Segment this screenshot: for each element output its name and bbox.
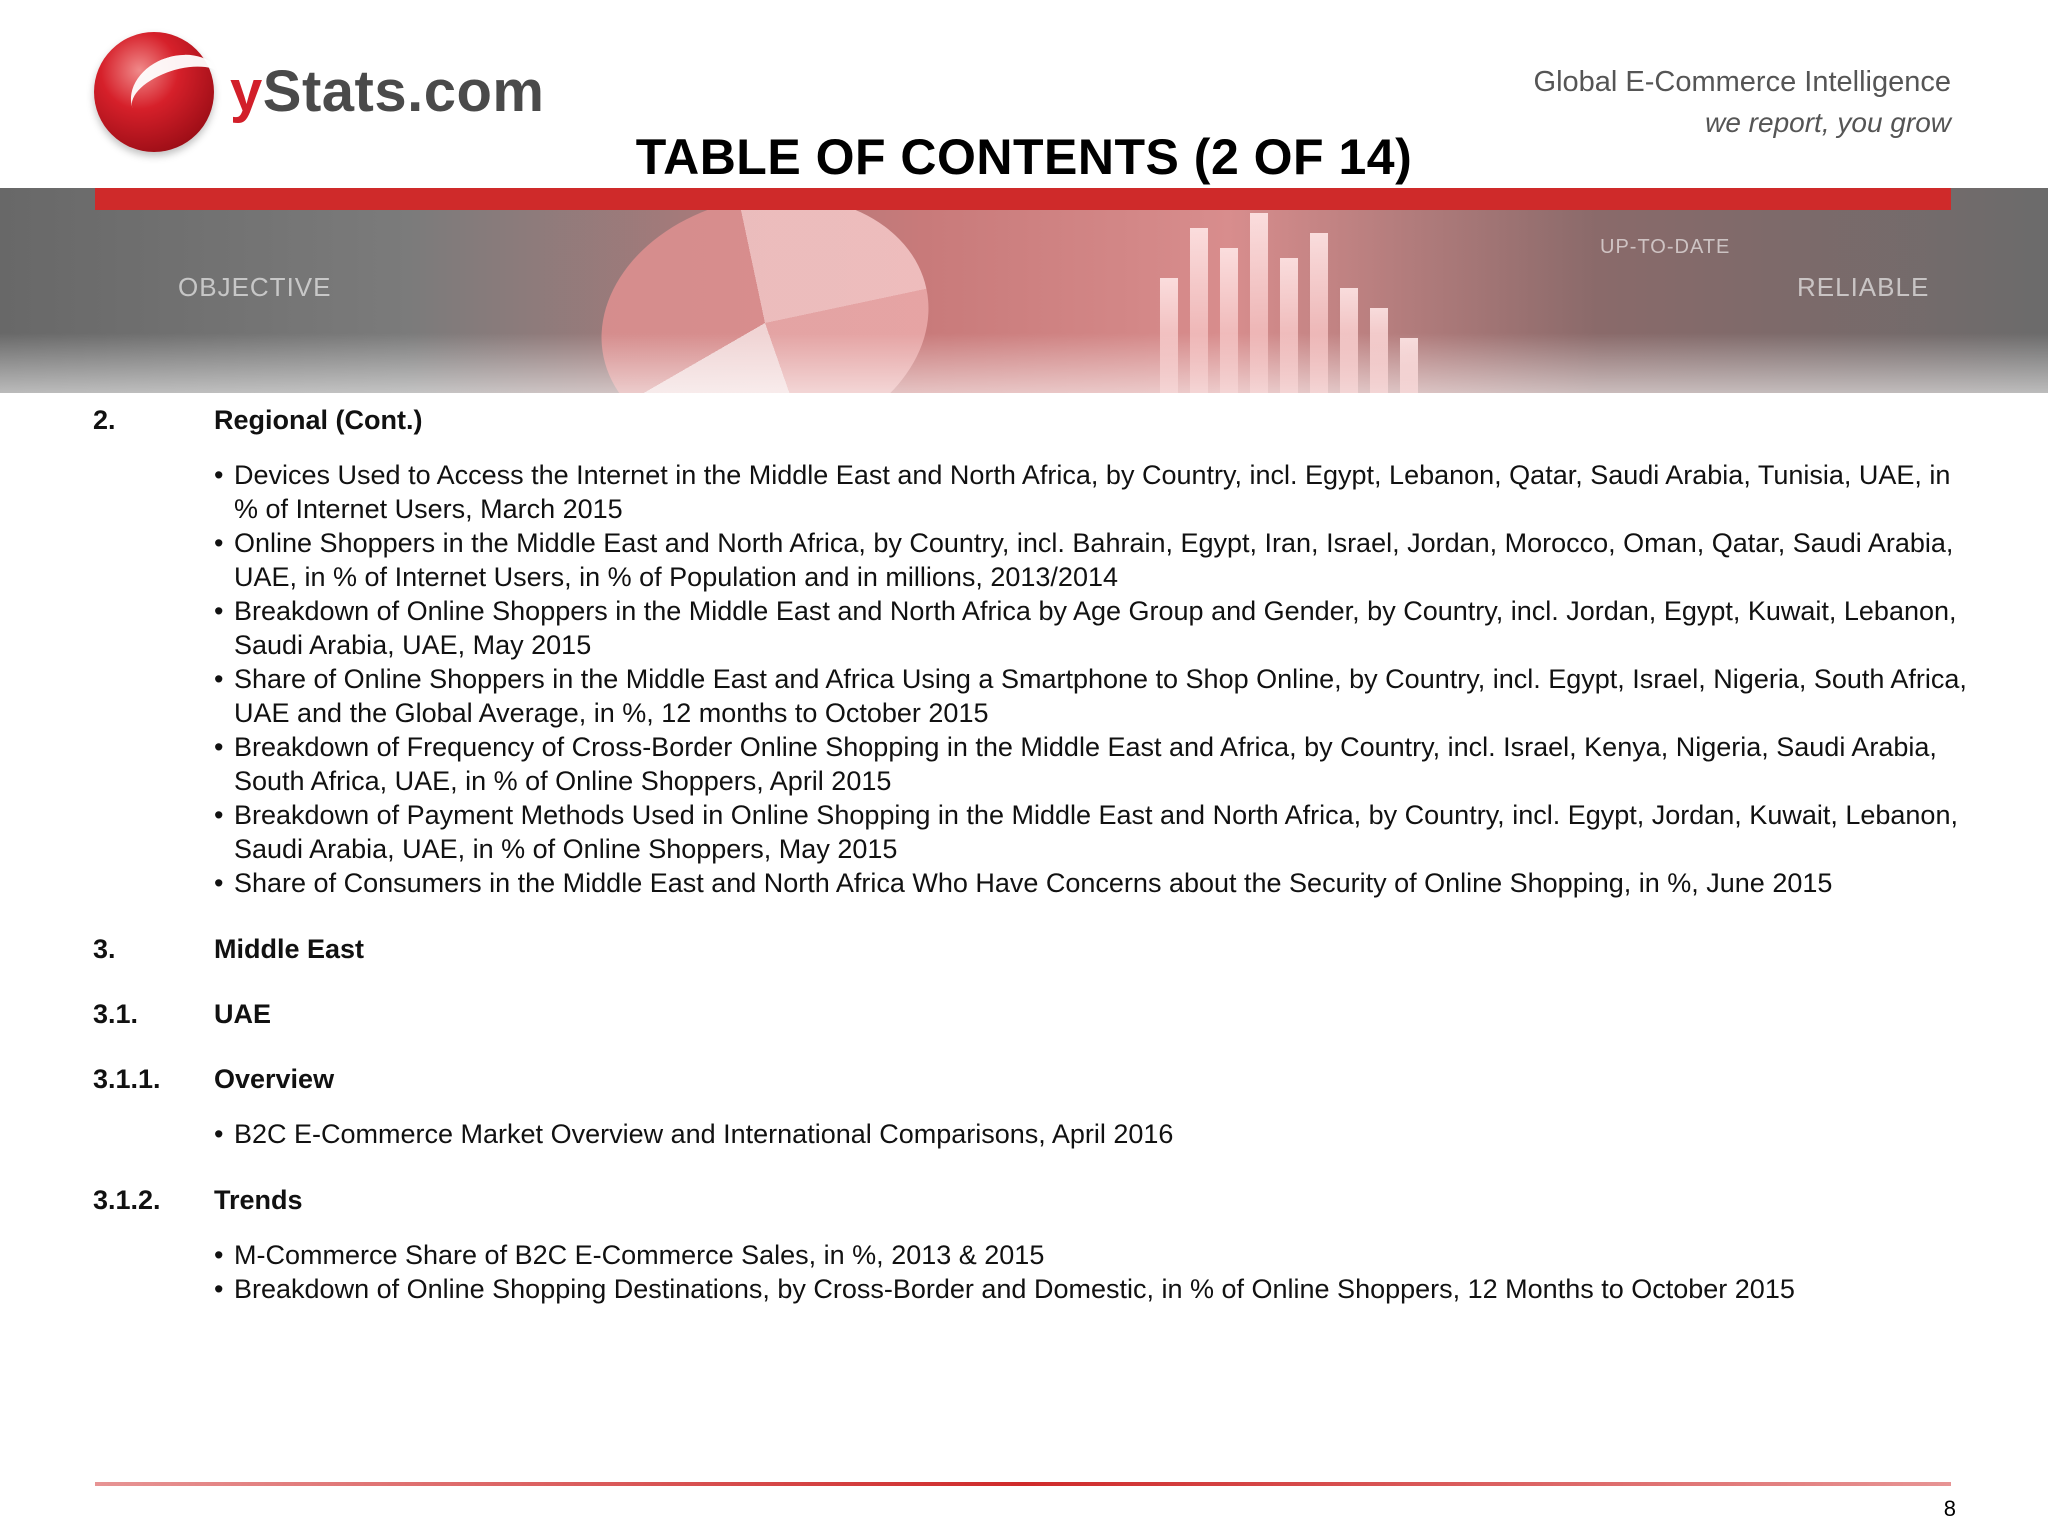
section-number: 3.1. [93,999,139,1029]
toc-section [93,405,1973,436]
list-item: • Share of Online Shoppers in the Middle East and Africa Using a Smartphone to Shop Online, by Country, incl. Egypt, Israel, Nigeria, South Africa, UAE and the Global Average, in %, 12 months to October 2015 [214,662,1973,730]
banner-word-up-to-date: UP-TO-DATE [1600,236,1731,258]
list-item: • Online Shoppers in the Middle East and North Africa, by Country, incl. Bahrain, Egypt, Iran, Israel, Jordan, Morocco, Oman, Qatar, Saudi Arabia, UAE, in % of Internet Users, in % of Population and in millions, 2013/2014 [214,526,1973,594]
page-title: TABLE OF CONTENTS (2 OF 14) [635,129,1413,185]
toc-section [93,1185,1973,1216]
section-title: Trends [214,1185,303,1215]
toc-section [93,934,1973,965]
list-item: • M-Commerce Share of B2C E-Commerce Sales, in %, 2013 & 2015 [214,1238,1973,1272]
list-item: • Breakdown of Online Shoppers in the Middle East and North Africa by Age Group and Gender, by Country, incl. Jordan, Egypt, Kuwait, Lebanon, Saudi Arabia, UAE, May 2015 [214,594,1973,662]
section-title: Regional (Cont.) [214,405,423,435]
section-number: 3. [93,934,116,964]
page-number: 8 [1943,1496,1956,1521]
section-title: Middle East [214,934,365,964]
list-item: • Breakdown of Payment Methods Used in Online Shopping in the Middle East and North Africa, by Country, incl. Egypt, Jordan, Kuwait, Lebanon, Saudi Arabia, UAE, in % of Online Shoppers, May 2015 [214,798,1973,866]
tagline-line1: Global E-Commerce Intelligence [1533,66,1951,98]
section-title: UAE [214,999,272,1029]
list-item: • Devices Used to Access the Internet in the Middle East and North Africa, by Country, incl. Egypt, Lebanon, Qatar, Saudi Arabia, Tunisia, UAE, in % of Internet Users, March 2015 [214,458,1973,526]
bullet-list [93,458,1973,900]
list-item: • Breakdown of Frequency of Cross-Border Online Shopping in the Middle East and Africa, by Country, incl. Israel, Kenya, Nigeria, Saudi Arabia, South Africa, UAE, in % of Online Shoppers, April 2015 [214,730,1973,798]
header-banner-image [0,188,2048,393]
section-title: Overview [214,1064,335,1094]
banner-word-objective: OBJECTIVE [178,272,332,302]
list-item: • Breakdown of Online Shopping Destinations, by Cross-Border and Domestic, in % of Online Shoppers, 12 Months to October 2015 [214,1272,1973,1306]
bullet-list [93,1117,1973,1151]
toc-section [93,999,1973,1030]
list-item: • Share of Consumers in the Middle East and North Africa Who Have Concerns about the Security of Online Shopping, in %, June 2015 [214,866,1973,900]
toc-content [93,405,1973,1306]
section-number: 3.1.1. [93,1064,161,1094]
list-item: • B2C E-Commerce Market Overview and International Comparisons, April 2016 [214,1117,1973,1151]
section-number: 3.1.2. [93,1185,161,1215]
footer-red-line [95,1482,1951,1486]
logo-text: yStats.com [230,59,545,124]
toc-section [93,1064,1973,1095]
header-red-bar [95,188,1951,210]
section-number: 2. [93,405,116,435]
banner-word-reliable: RELIABLE [1797,272,1930,302]
bullet-list [93,1238,1973,1306]
tagline-line2: we report, you grow [1705,107,1951,138]
